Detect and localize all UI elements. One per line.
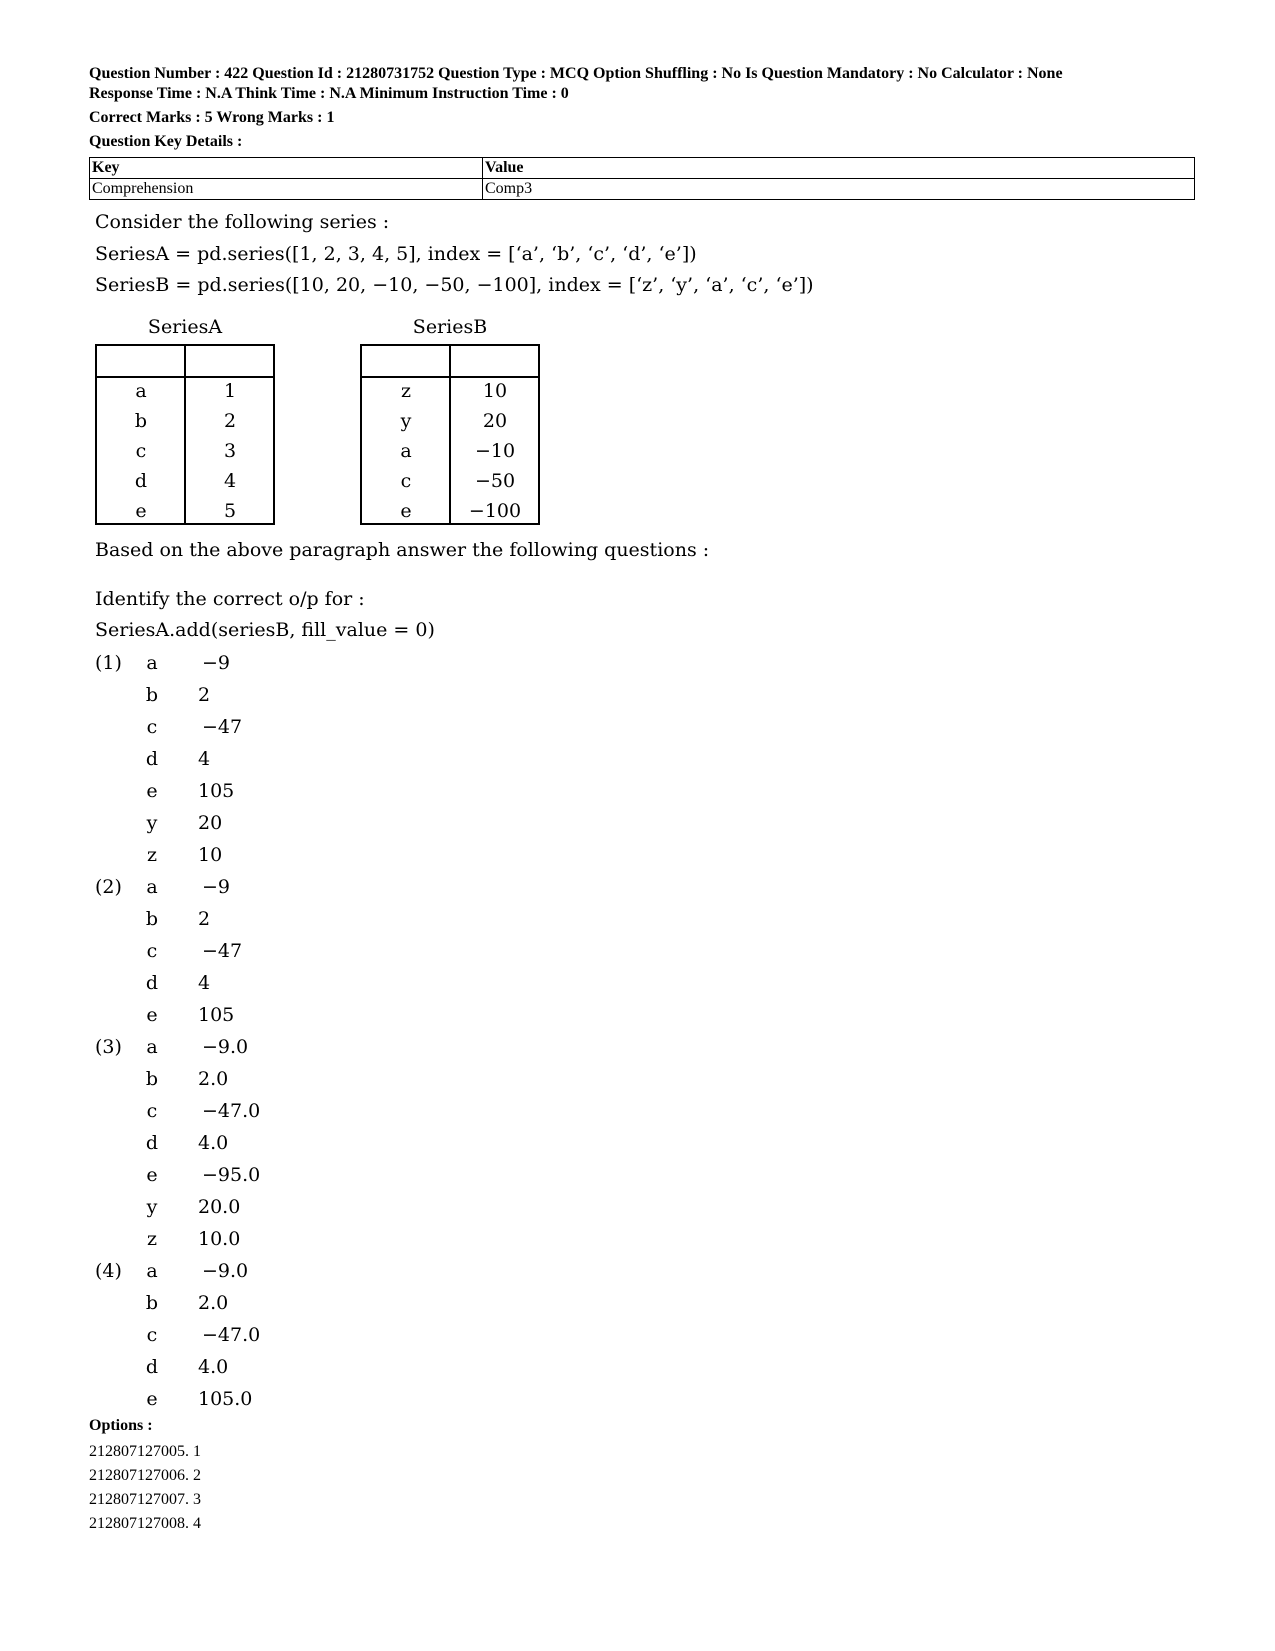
option-item[interactable]: 212807127005. 1 [89,1443,201,1460]
choice-index: d [145,748,159,770]
choice-index: c [146,716,158,738]
choice-index: e [146,780,158,802]
choice-value: 20.0 [198,1196,241,1218]
choice-value: −9 [202,652,231,674]
series-a-value: 2 [223,410,237,432]
marks-line: Correct Marks : 5 Wrong Marks : 1 [89,109,335,126]
choice-index: y [146,1196,158,1218]
choice-label: (3) [95,1036,122,1058]
choice-index: b [145,684,159,706]
series-a-index: c [135,440,147,462]
key-details-title: Question Key Details : [89,133,243,150]
choice-index: a [146,1260,158,1282]
choice-value: −47 [202,940,243,962]
paragraph-note: Based on the above paragraph answer the following questions : [95,539,710,561]
series-b-index: a [400,440,412,462]
choice-index: d [145,1132,159,1154]
choice-index: c [146,940,158,962]
choice-value: −9.0 [202,1260,249,1282]
choice-label: (1) [95,652,122,674]
choice-value: −9 [202,876,231,898]
series-a-index: a [135,380,147,402]
series-a-value: 3 [223,440,237,462]
timing-meta-line: Response Time : N.A Think Time : N.A Minimum Instruction Time : 0 [89,85,569,102]
series-b-value: −100 [468,500,522,522]
choice-index: b [145,908,159,930]
option-item[interactable]: 212807127008. 4 [89,1515,201,1532]
choice-index: e [146,1388,158,1410]
choice-value: 10 [198,844,223,866]
choice-index: a [146,876,158,898]
value-header: Value [483,158,1195,179]
question-prompt: Identify the correct o/p for : [95,588,365,610]
series-b-value: −50 [474,470,516,492]
choice-value: 4.0 [198,1356,229,1378]
question-intro: Consider the following series : [95,211,390,233]
choice-index: d [145,972,159,994]
series-b-index: c [400,470,412,492]
choice-index: e [146,1004,158,1026]
choice-value: 2 [198,684,211,706]
series-b-index: z [400,380,411,402]
question-key-table [89,157,1195,200]
choice-value: 10.0 [198,1228,241,1250]
series-a-value: 5 [223,500,237,522]
options-title: Options : [89,1417,153,1434]
choice-index: c [146,1100,158,1122]
series-b-index: e [400,500,412,522]
choice-index: z [146,844,157,866]
choice-index: z [146,1228,157,1250]
choice-value: 105.0 [198,1388,253,1410]
choice-index: d [145,1356,159,1378]
choice-value: 105 [198,780,235,802]
series-b-value: 20 [482,410,508,432]
choice-value: 2.0 [198,1068,229,1090]
series-b-value: 10 [482,380,508,402]
choice-index: a [146,1036,158,1058]
choice-value: −47.0 [202,1100,261,1122]
value-cell: Comp3 [483,179,1195,200]
choice-value: −47.0 [202,1324,261,1346]
choice-value: 4 [198,972,211,994]
choice-value: 105 [198,1004,235,1026]
choice-value: −47 [202,716,243,738]
key-header: Key [90,158,483,179]
series-b-label: SeriesB [412,316,488,338]
series-b-table [360,344,540,525]
key-cell: Comprehension [90,179,483,200]
choice-value: −9.0 [202,1036,249,1058]
series-b-index: y [400,410,412,432]
series-a-table [95,344,275,525]
series-a-index: e [135,500,147,522]
series-b-definition: SeriesB = pd.series([10, 20, −10, −50, −100], index = [‘z’, ‘y’, ‘a’, ‘c’, ‘e’]) [95,274,814,296]
question-code: SeriesA.add(seriesB, fill_value = 0) [95,619,435,641]
choice-index: a [146,652,158,674]
question-meta-line: Question Number : 422 Question Id : 21280731752 Question Type : MCQ Option Shuffling : No Is Question Mandatory : No Calculator : None [89,65,1063,82]
series-a-value: 4 [223,470,237,492]
series-a-index: d [134,470,148,492]
choice-value: 4.0 [198,1132,229,1154]
option-item[interactable]: 212807127006. 2 [89,1467,201,1484]
choice-value: 20 [198,812,223,834]
series-a-definition: SeriesA = pd.series([1, 2, 3, 4, 5], index = [‘a’, ‘b’, ‘c’, ‘d’, ‘e’]) [95,243,697,265]
series-a-value: 1 [223,380,237,402]
choice-value: 2 [198,908,211,930]
choice-index: b [145,1068,159,1090]
series-a-index: b [134,410,148,432]
series-a-label: SeriesA [147,316,223,338]
choice-index: e [146,1164,158,1186]
choice-index: b [145,1292,159,1314]
choice-label: (4) [95,1260,122,1282]
option-item[interactable]: 212807127007. 3 [89,1491,201,1508]
choice-label: (2) [95,876,122,898]
choice-value: −95.0 [202,1164,261,1186]
choice-index: y [146,812,158,834]
choice-value: 2.0 [198,1292,229,1314]
choice-value: 4 [198,748,211,770]
series-b-value: −10 [474,440,516,462]
choice-index: c [146,1324,158,1346]
